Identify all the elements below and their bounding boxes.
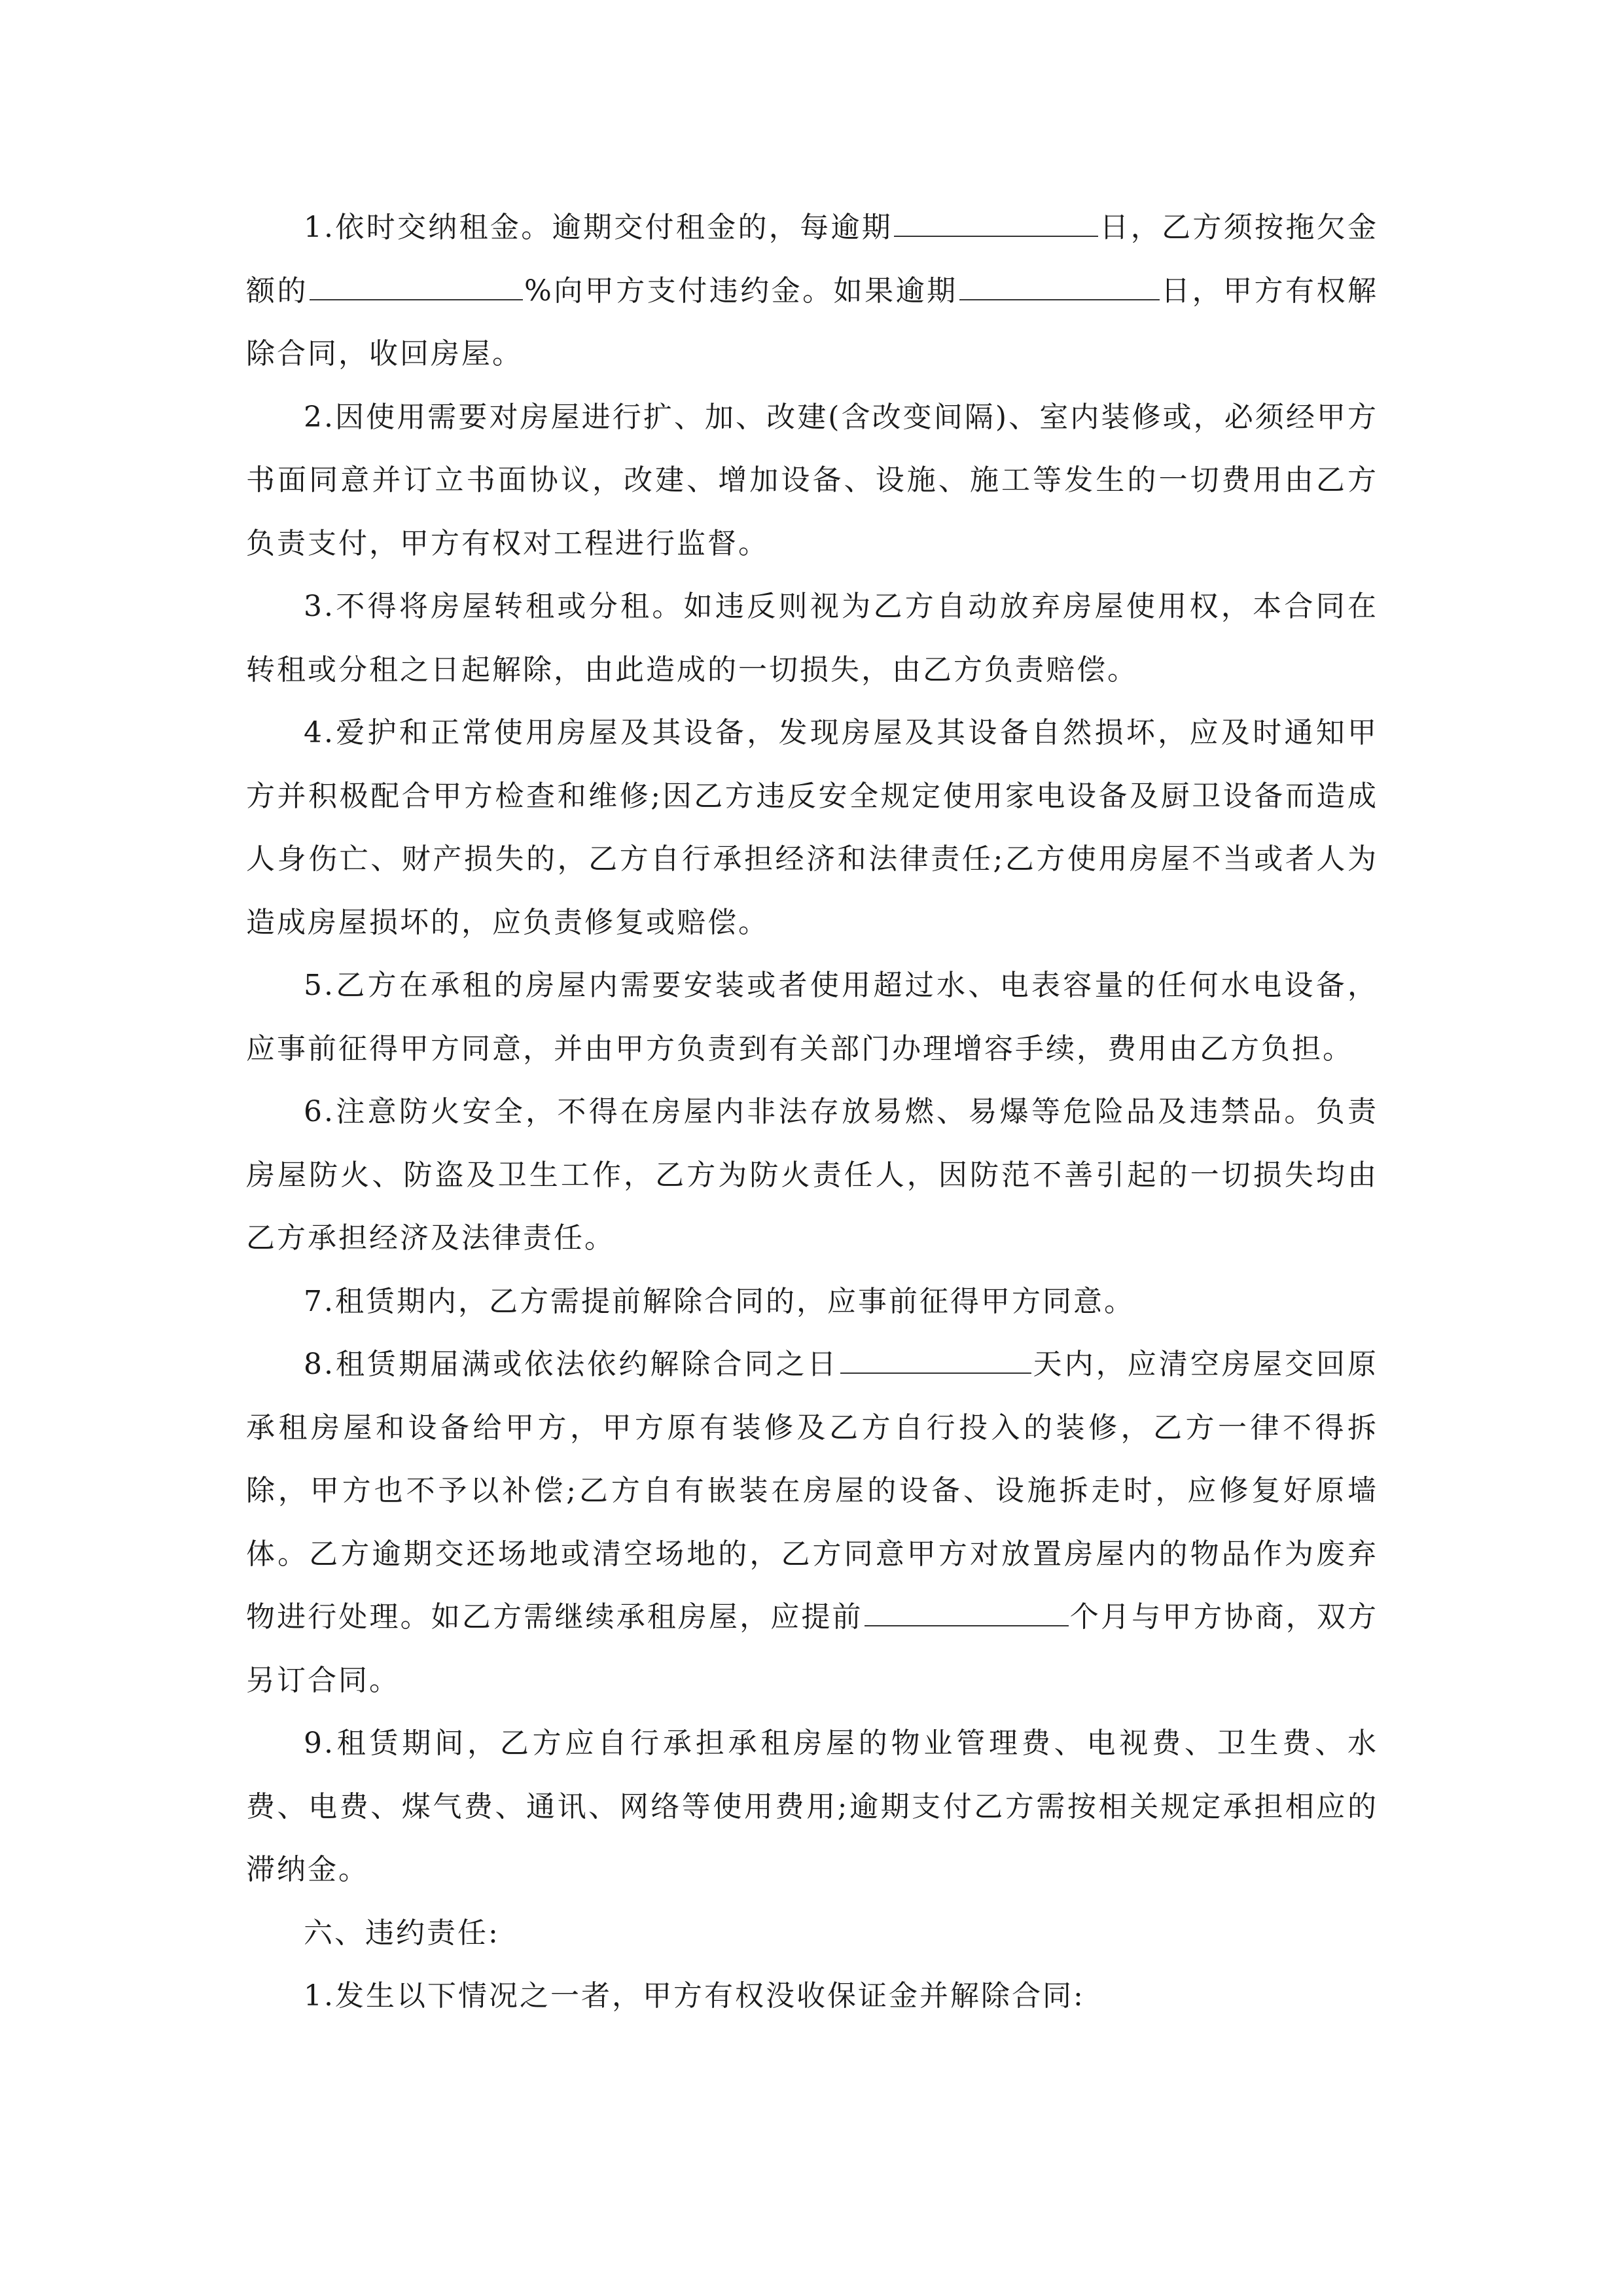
blank-days-overdue — [894, 202, 1098, 237]
clause-6: 6.注意防火安全，不得在房屋内非法存放易燃、易爆等危险品及违禁品。负责房屋防火、防盗及卫生工作，乙方为防火责任人，因防范不善引起的一切损失均由乙方承担经济及法律责任。 — [246, 1095, 1378, 1255]
blank-months-notice — [865, 1591, 1069, 1626]
clause-1-text-d: 日，甲方有权解除合同，收回房屋。 — [246, 274, 1379, 370]
clause-1 — [246, 196, 1378, 386]
clause-3: 3.不得将房屋转租或分租。如违反则视为乙方自动放弃房屋使用权，本合同在转租或分租之日起解除，由此造成的一切损失，由乙方负责赔偿。 — [246, 590, 1378, 687]
clause-7: 7.租赁期内，乙方需提前解除合同的，应事前征得甲方同意。 — [304, 1284, 1135, 1318]
document-page — [246, 196, 1378, 2160]
clause-8 — [246, 1333, 1378, 1712]
clause-8-text-c: 个月与甲方协商，双方另订合同。 — [246, 1600, 1379, 1697]
clause-5: 5.乙方在承租的房屋内需要安装或者使用超过水、电表容量的任何水电设备，应事前征得甲方同意，并由甲方负责到有关部门办理增容手续，费用由乙方负担。 — [246, 969, 1378, 1066]
clause-2: 2.因使用需要对房屋进行扩、加、改建(含改变间隔)、室内装修或，必须经甲方书面同意并订立书面协议，改建、增加设备、设施、施工等发生的一切费用由乙方负责支付，甲方有权对工程进行监督。 — [246, 400, 1378, 560]
section-6-item-1: 1.发生以下情况之一者，甲方有权没收保证金并解除合同: — [304, 1979, 1085, 2013]
clause-1-text-c: %向甲方支付违约金。如果逾期 — [524, 274, 958, 308]
section-6-heading: 六、违约责任: — [304, 1916, 500, 1950]
clause-8-text-b: 天内，应清空房屋交回原承租房屋和设备给甲方，甲方原有装修及乙方自行投入的装修，乙方一律不得拆除，甲方也不予以补偿;乙方自有嵌装在房屋的设备、设施拆走时，应修复好原墙体。乙方逾期交还场地或清空场地的，乙方同意甲方对放置房屋内的物品作为废弃物进行处理。如乙方需继续承租房屋，应提前 — [246, 1348, 1379, 1634]
blank-days-vacate — [840, 1338, 1031, 1374]
clause-9: 9.租赁期间，乙方应自行承担承租房屋的物业管理费、电视费、卫生费、水费、电费、煤气费、通讯、网络等使用费用;逾期支付乙方需按相关规定承担相应的滞纳金。 — [246, 1727, 1378, 1886]
clause-8-text-a: 8.租赁期届满或依法依约解除合同之日 — [304, 1348, 839, 1381]
blank-days-termination — [959, 265, 1160, 300]
clause-1-text-a: 1.依时交纳租金。逾期交付租金的，每逾期 — [304, 211, 893, 244]
clause-4: 4.爱护和正常使用房屋及其设备，发现房屋及其设备自然损坏，应及时通知甲方并积极配合甲方检查和维修;因乙方违反安全规定使用家电设备及厨卫设备而造成人身伤亡、财产损失的，乙方自行承担经济和法律责任;乙方使用房屋不当或者人为造成房屋损坏的，应负责修复或赔偿。 — [246, 716, 1378, 939]
clause-1-text-b: 日，乙方须按拖欠金额的 — [246, 211, 1379, 308]
blank-penalty-percent — [310, 265, 523, 300]
